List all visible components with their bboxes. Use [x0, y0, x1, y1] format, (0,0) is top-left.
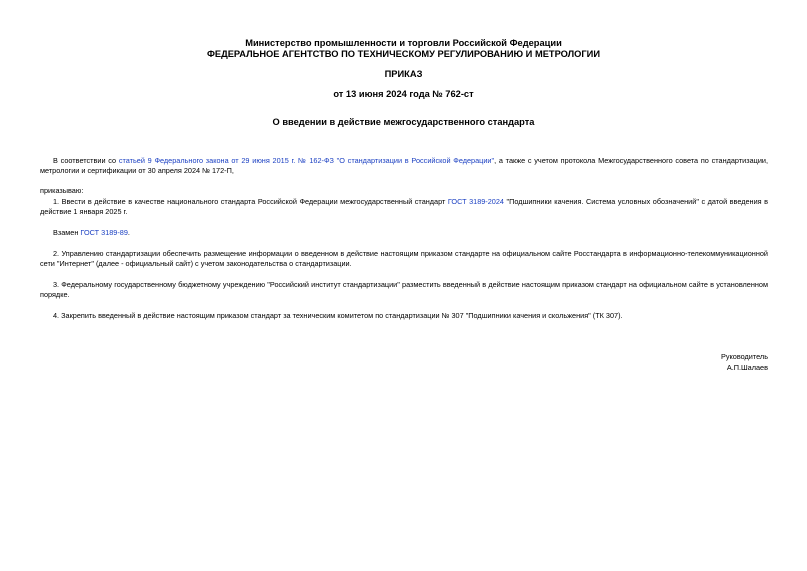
replacement-paragraph — [40, 228, 768, 238]
item-4-paragraph: 4. Закрепить введенный в действие настоящим приказом стандарт за техническим комитетом по стандартизации № 307 "Подшипники качения и скольжения" (ТК 307). — [53, 311, 623, 320]
replacement-text-end: . — [127, 228, 130, 237]
replacement-text-start: Взамен — [53, 228, 81, 237]
intro-text-end: , а также с учетом протокола Межгосударственного совета по стандартизации, метрологии и сертификации от 30 апреля 2024 № 172-П, — [40, 156, 768, 175]
item-1-paragraph — [40, 197, 768, 217]
document-type: ПРИКАЗ — [384, 69, 423, 79]
item-3-paragraph: 3. Федеральному государственному бюджетному учреждению "Российский институт стандартизации" разместить введенный в действие настоящим приказом стандарт на официальном сайте в установленном порядке. — [40, 280, 768, 299]
document-date-number: от 13 июня 2024 года № 762-ст — [333, 89, 474, 99]
document-title: О введении в действие межгосударственного стандарта — [272, 117, 535, 127]
gost-3189-2024-link[interactable]: ГОСТ 3189-2024 — [447, 197, 504, 206]
order-word: приказываю: — [40, 186, 84, 195]
agency-name: ФЕДЕРАЛЬНОЕ АГЕНТСТВО ПО ТЕХНИЧЕСКОМУ РЕГУЛИРОВАНИЮ И МЕТРОЛОГИИ — [206, 49, 601, 59]
item-2-paragraph: 2. Управлению стандартизации обеспечить размещение информации о введенном в действие настоящим приказом стандарте на официальном сайте Росстандарта в информационно-телекоммуникационной сети "Интернет" (далее - официальный сайт) с учетом законодательства о стандартизации. — [40, 249, 768, 268]
item-1-text-start: 1. Ввести в действие в качестве национального стандарта Российской Федерации межгосударственный стандарт — [53, 197, 448, 206]
signature-name: А.П.Шалаев — [726, 363, 768, 372]
item-1-text-end: "Подшипники качения. Система условных обозначений" с датой введения в действие 1 января 2025 г. — [40, 197, 769, 216]
gost-3189-89-link[interactable]: ГОСТ 3189-89 — [80, 228, 128, 237]
intro-text-start: В соответствии со — [53, 156, 119, 165]
signature-role: Руководитель — [720, 352, 768, 361]
ministry-name: Министерство промышленности и торговли Российской Федерации — [245, 38, 562, 48]
federal-law-link[interactable]: статьей 9 Федерального закона от 29 июня 2015 г. № 162-ФЗ "О стандартизации в Российской Федерации" — [118, 156, 495, 165]
intro-paragraph — [40, 156, 768, 176]
